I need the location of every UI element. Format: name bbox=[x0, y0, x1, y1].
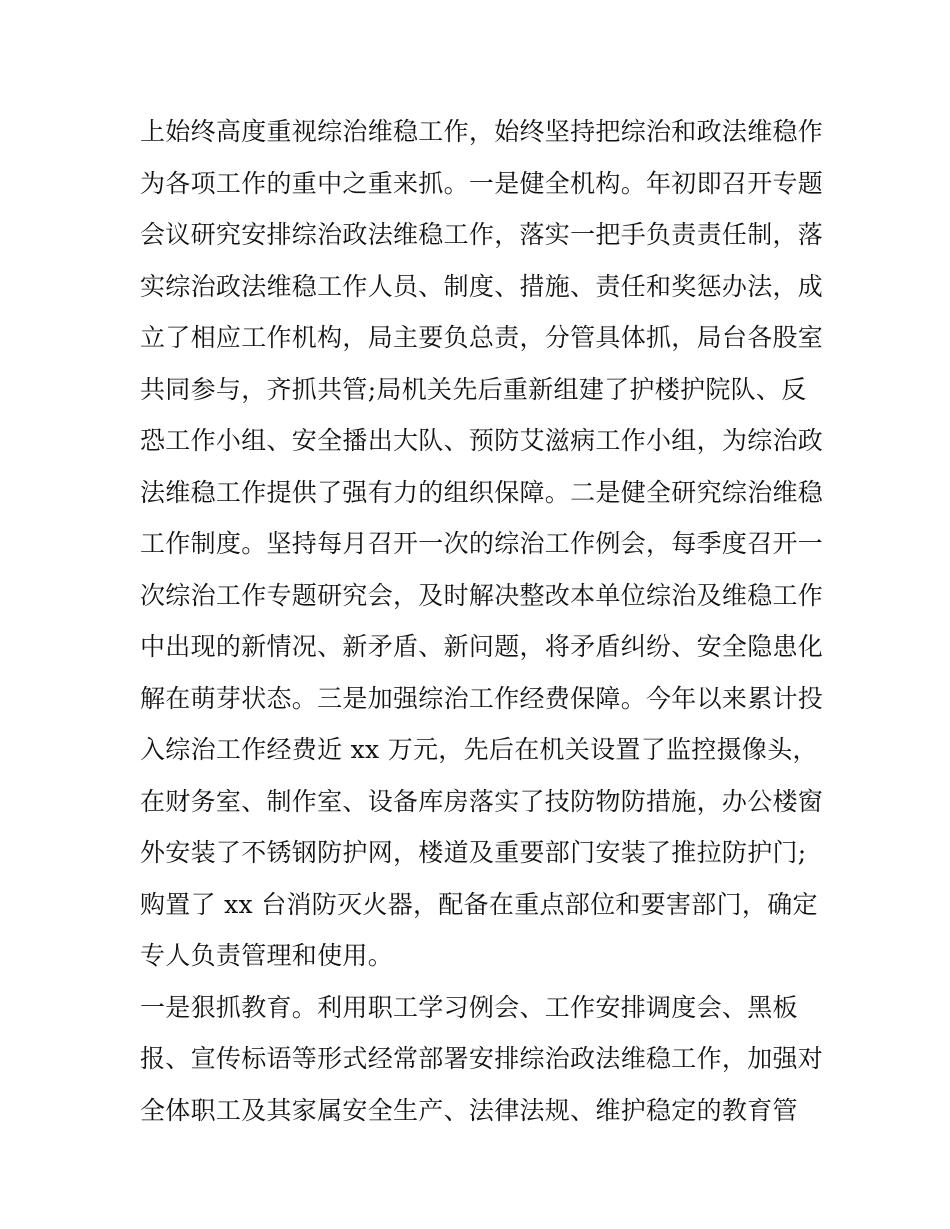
text-line: 解在萌芽状态。三是加强综治工作经费保障。今年以来累计投 bbox=[140, 683, 824, 713]
text-line: 入综治工作经费近 xx 万元，先后在机关设置了监控摄像头， bbox=[140, 735, 818, 764]
text-line: 次综治工作专题研究会，及时解决整改本单位综治及维稳工作 bbox=[140, 580, 824, 610]
text-line: 会议研究安排综治政法维稳工作，落实一把手负责责任制，落 bbox=[140, 220, 824, 249]
text-line: 法维稳工作提供了强有力的组织保障。二是健全研究综治维稳 bbox=[140, 477, 824, 507]
text-line: 上始终高度重视综治维稳工作，始终坚持把综治和政法维稳作 bbox=[140, 117, 824, 146]
text-line: 为各项工作的重中之重来抓。一是健全机构。年初即召开专题 bbox=[140, 168, 824, 198]
paragraph-2 bbox=[140, 982, 824, 1137]
text-line: 一是狠抓教育。利用职工学习例会、工作安排调度会、黑板 bbox=[140, 992, 798, 1022]
text-line: 中出现的新情况、新矛盾、新问题，将矛盾纠纷、安全隐患化 bbox=[140, 632, 824, 661]
text-line: 外安装了不锈钢防护网，楼道及重要部门安装了推拉防护门; bbox=[140, 838, 807, 867]
text-line: 恐工作小组、安全播出大队、预防艾滋病工作小组，为综治政 bbox=[140, 426, 824, 455]
text-line: 购置了 xx 台消防灭火器，配备在重点部位和要害部门，确定 bbox=[140, 889, 818, 919]
text-line: 工作制度。坚持每月召开一次的综治工作例会，每季度召开一 bbox=[140, 529, 824, 558]
text-line: 实综治政法维稳工作人员、制度、措施、责任和奖惩办法，成 bbox=[140, 271, 824, 301]
text-line: 报、宣传标语等形式经常部署安排综治政法维稳工作，加强对 bbox=[140, 1044, 824, 1073]
text-line: 全体职工及其家属安全生产、法律法规、维护稳定的教育管 bbox=[140, 1095, 798, 1125]
text-line: 共同参与，齐抓共管;局机关先后重新组建了护楼护院队、反 bbox=[140, 374, 807, 404]
document-body bbox=[140, 106, 824, 1136]
paragraph-1 bbox=[140, 106, 824, 982]
text-line: 在财务室、制作室、设备库房落实了技防物防措施，办公楼窗 bbox=[140, 786, 824, 816]
text-line: 专人负责管理和使用。 bbox=[140, 941, 394, 970]
text-line: 立了相应工作机构，局主要负总责，分管具体抓，局台各股室 bbox=[140, 323, 824, 352]
